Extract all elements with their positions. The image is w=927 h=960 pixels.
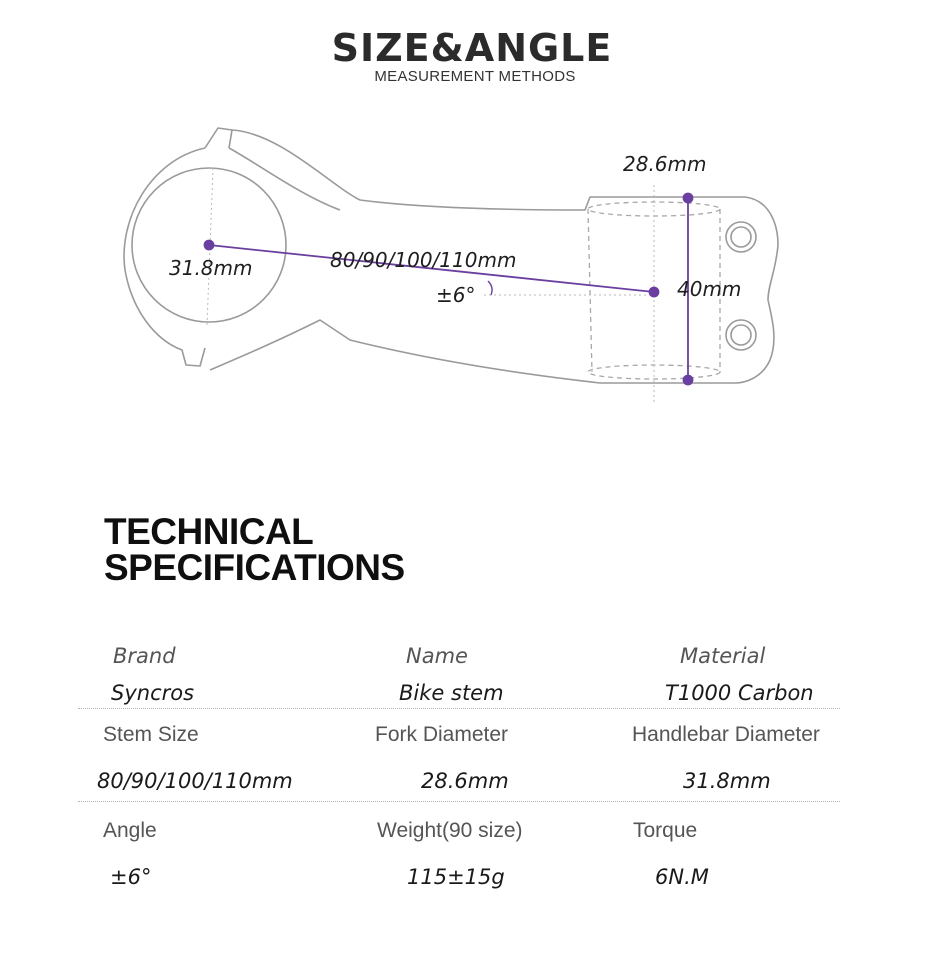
clamp-cap-top — [205, 128, 232, 148]
angle-arc — [488, 281, 492, 295]
row-divider — [78, 708, 840, 709]
fork-diameter-label: 28.6mm — [623, 152, 707, 176]
spec-value-name: Bike stem — [399, 681, 504, 705]
spec-value-material: T1000 Carbon — [665, 681, 814, 705]
row-divider — [78, 801, 840, 802]
page-title: SIZE&ANGLE — [331, 26, 613, 70]
spec-label-brand: Brand — [113, 644, 176, 668]
length-label: 80/90/100/110mm — [330, 248, 517, 272]
handlebar-diameter-label: 31.8mm — [169, 256, 253, 280]
spec-value-brand: Syncros — [111, 681, 195, 705]
specs-title — [104, 511, 405, 588]
spec-value-stem-size: 80/90/100/110mm — [97, 769, 293, 793]
steerer-center-dot — [650, 288, 659, 297]
spec-value-torque: 6N.M — [655, 865, 709, 889]
spec-value-weight: 115±15g — [407, 865, 505, 889]
spec-value-handlebar-diameter: 31.8mm — [683, 769, 771, 793]
specs-title-line1: TECHNICAL — [104, 511, 314, 552]
angle-label: ±6° — [436, 283, 476, 307]
spec-label-handlebar-diameter: Handlebar Diameter — [632, 723, 820, 746]
spec-label-weight: Weight(90 size) — [377, 819, 523, 842]
spec-label-torque: Torque — [633, 819, 698, 842]
handlebar-center-dot — [205, 241, 214, 250]
stack-height-label: 40mm — [677, 277, 742, 301]
spec-label-stem-size: Stem Size — [103, 723, 199, 746]
page-subtitle: MEASUREMENT METHODS — [374, 68, 576, 85]
spec-label-fork-diameter: Fork Diameter — [375, 723, 509, 746]
spec-label-name: Name — [406, 644, 468, 668]
spec-label-material: Material — [680, 644, 766, 668]
spec-value-fork-diameter: 28.6mm — [421, 769, 509, 793]
specs-title-line2: SPECIFICATIONS — [104, 547, 405, 588]
spec-value-angle: ±6° — [110, 865, 152, 889]
spec-label-angle: Angle — [103, 819, 157, 842]
